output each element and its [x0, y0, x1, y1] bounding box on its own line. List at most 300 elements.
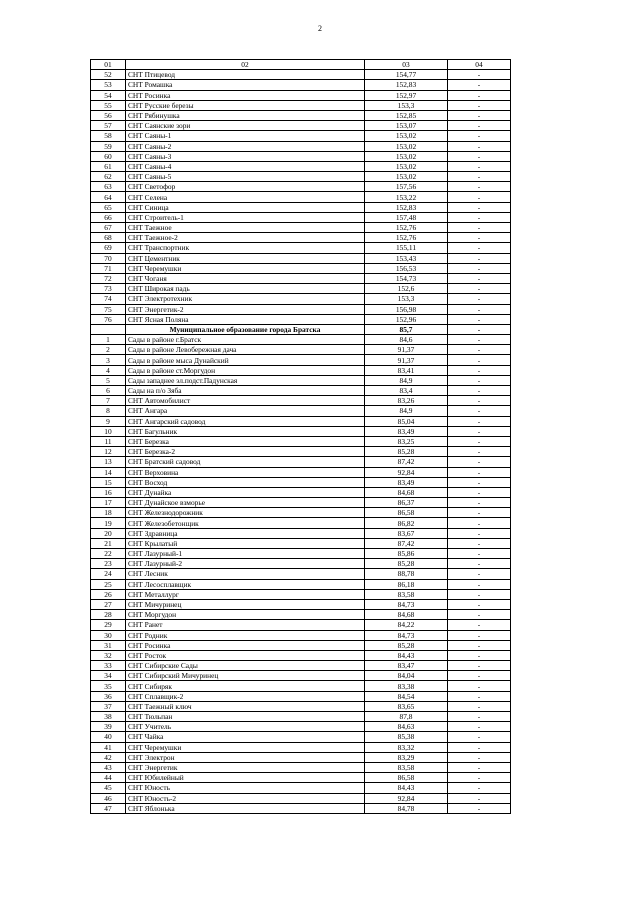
value-cell: 152,6 — [365, 284, 448, 294]
value-cell: 83,4 — [365, 386, 448, 396]
note-cell: - — [448, 742, 511, 752]
value-cell: 153,02 — [365, 161, 448, 171]
note-cell: - — [448, 80, 511, 90]
note-cell: - — [448, 426, 511, 436]
row-number-cell: 64 — [91, 192, 126, 202]
site-name-cell: СНТ Мичуринец — [126, 599, 365, 609]
note-cell: - — [448, 436, 511, 446]
value-cell: 152,83 — [365, 80, 448, 90]
table-row — [91, 223, 511, 233]
row-number-cell: 8 — [91, 406, 126, 416]
note-cell: - — [448, 202, 511, 212]
table-row — [91, 161, 511, 171]
value-cell: 91,37 — [365, 345, 448, 355]
value-cell: 92,84 — [365, 793, 448, 803]
value-cell: 152,85 — [365, 110, 448, 120]
site-name-cell: СНТ Юность — [126, 783, 365, 793]
value-cell: 86,58 — [365, 773, 448, 783]
value-cell: 84,63 — [365, 722, 448, 732]
site-name-cell: СНТ Родник — [126, 630, 365, 640]
value-cell: 153,02 — [365, 141, 448, 151]
note-cell: - — [448, 549, 511, 559]
value-cell: 85,04 — [365, 416, 448, 426]
table-row — [91, 620, 511, 630]
column-header: 01 — [91, 60, 126, 70]
row-number-cell: 22 — [91, 549, 126, 559]
table-row — [91, 416, 511, 426]
value-cell: 83,65 — [365, 701, 448, 711]
value-cell: 84,78 — [365, 803, 448, 813]
note-cell: - — [448, 762, 511, 772]
table-row — [91, 80, 511, 90]
note-cell: - — [448, 650, 511, 660]
site-name-cell: СНТ Росинка — [126, 90, 365, 100]
site-name-cell: СНТ Дунайка — [126, 487, 365, 497]
value-cell: 83,29 — [365, 752, 448, 762]
table-row — [91, 498, 511, 508]
row-number-cell: 9 — [91, 416, 126, 426]
value-cell: 84,04 — [365, 671, 448, 681]
row-number-cell: 75 — [91, 304, 126, 314]
table-row — [91, 518, 511, 528]
row-number-cell: 34 — [91, 671, 126, 681]
site-name-cell: СНТ Ангара — [126, 406, 365, 416]
table-row — [91, 528, 511, 538]
table-row — [91, 650, 511, 660]
table-row — [91, 284, 511, 294]
row-number-cell: 72 — [91, 273, 126, 283]
row-number-cell: 31 — [91, 640, 126, 650]
row-number-cell: 39 — [91, 722, 126, 732]
site-name-cell: СНТ Селена — [126, 192, 365, 202]
row-number-cell: 42 — [91, 752, 126, 762]
row-number-cell: 41 — [91, 742, 126, 752]
value-cell: 153,07 — [365, 121, 448, 131]
note-cell: - — [448, 569, 511, 579]
row-number-cell: 11 — [91, 436, 126, 446]
table-row — [91, 722, 511, 732]
value-cell: 86,58 — [365, 508, 448, 518]
note-cell: - — [448, 121, 511, 131]
value-cell: 85,28 — [365, 640, 448, 650]
site-name-cell: СНТ Широкая падь — [126, 284, 365, 294]
note-cell: - — [448, 477, 511, 487]
site-name-cell: СНТ Учитель — [126, 722, 365, 732]
table-row — [91, 630, 511, 640]
site-name-cell: Сады в районе мыса Дунайский — [126, 355, 365, 365]
value-cell: 153,3 — [365, 100, 448, 110]
value-cell: 152,97 — [365, 90, 448, 100]
value-cell: 153,3 — [365, 294, 448, 304]
row-number-cell: 71 — [91, 263, 126, 273]
site-name-cell: СНТ Черемушки — [126, 742, 365, 752]
note-cell: - — [448, 630, 511, 640]
table-row — [91, 803, 511, 813]
value-cell: 152,96 — [365, 314, 448, 324]
row-number-cell: 46 — [91, 793, 126, 803]
note-cell: - — [448, 406, 511, 416]
table-row — [91, 202, 511, 212]
value-cell: 152,76 — [365, 233, 448, 243]
site-name-cell: СНТ Березка — [126, 436, 365, 446]
table-row — [91, 701, 511, 711]
site-name-cell: СНТ Черемушки — [126, 263, 365, 273]
site-name-cell: СНТ Цементник — [126, 253, 365, 263]
row-number-cell: 40 — [91, 732, 126, 742]
row-number-cell: 59 — [91, 141, 126, 151]
site-name-cell: СНТ Багульник — [126, 426, 365, 436]
value-cell: 156,53 — [365, 263, 448, 273]
table-row — [91, 90, 511, 100]
note-cell: - — [448, 90, 511, 100]
table-row — [91, 487, 511, 497]
site-name-cell: СНТ Таежное-2 — [126, 233, 365, 243]
table-row — [91, 742, 511, 752]
table-row — [91, 661, 511, 671]
note-cell: - — [448, 518, 511, 528]
table-row — [91, 640, 511, 650]
site-name-cell: СНТ Крылатый — [126, 538, 365, 548]
row-number-cell: 76 — [91, 314, 126, 324]
site-name-cell: СНТ Энергетик-2 — [126, 304, 365, 314]
row-number-cell: 17 — [91, 498, 126, 508]
note-cell: - — [448, 681, 511, 691]
row-number-cell: 29 — [91, 620, 126, 630]
note-cell: - — [448, 294, 511, 304]
row-number-cell: 61 — [91, 161, 126, 171]
row-number-cell: 12 — [91, 447, 126, 457]
value-cell: 84,9 — [365, 375, 448, 385]
site-name-cell: СНТ Здравница — [126, 528, 365, 538]
note-cell: - — [448, 70, 511, 80]
table-row — [91, 681, 511, 691]
value-cell: 153,22 — [365, 192, 448, 202]
row-number-cell: 57 — [91, 121, 126, 131]
site-name-cell: СНТ Лесник — [126, 569, 365, 579]
site-name-cell: СНТ Лазурный-1 — [126, 549, 365, 559]
row-number-cell: 44 — [91, 773, 126, 783]
value-cell: 84,73 — [365, 630, 448, 640]
data-table — [90, 59, 511, 814]
site-name-cell: СНТ Птицевод — [126, 70, 365, 80]
row-number-cell: 43 — [91, 762, 126, 772]
row-number-cell: 1 — [91, 335, 126, 345]
table-row — [91, 579, 511, 589]
note-cell: - — [448, 365, 511, 375]
row-number-cell: 74 — [91, 294, 126, 304]
row-number-cell: 5 — [91, 375, 126, 385]
table-row — [91, 549, 511, 559]
row-number-cell: 45 — [91, 783, 126, 793]
table-row — [91, 131, 511, 141]
site-name-cell: Сады в районе г.Братск — [126, 335, 365, 345]
table-row — [91, 182, 511, 192]
value-cell: 84,54 — [365, 691, 448, 701]
table-row — [91, 477, 511, 487]
table-row — [91, 589, 511, 599]
value-cell: 85,7 — [365, 324, 448, 334]
note-cell: - — [448, 212, 511, 222]
row-number-cell: 26 — [91, 589, 126, 599]
row-number-cell: 6 — [91, 386, 126, 396]
row-number-cell: 55 — [91, 100, 126, 110]
value-cell: 154,77 — [365, 70, 448, 80]
note-cell: - — [448, 752, 511, 762]
table-row — [91, 365, 511, 375]
value-cell: 153,02 — [365, 172, 448, 182]
value-cell: 153,43 — [365, 253, 448, 263]
row-number-cell: 30 — [91, 630, 126, 640]
table-row — [91, 396, 511, 406]
row-number-cell: 10 — [91, 426, 126, 436]
table-row — [91, 436, 511, 446]
site-name-cell: СНТ Железнодорожник — [126, 508, 365, 518]
row-number-cell: 36 — [91, 691, 126, 701]
site-name-cell: СНТ Лесосплавщик — [126, 579, 365, 589]
value-cell: 153,02 — [365, 151, 448, 161]
value-cell: 85,28 — [365, 559, 448, 569]
value-cell: 92,84 — [365, 467, 448, 477]
row-number-cell: 65 — [91, 202, 126, 212]
value-cell: 84,43 — [365, 783, 448, 793]
note-cell: - — [448, 304, 511, 314]
site-name-cell: Сады в районе ст.Моргудон — [126, 365, 365, 375]
value-cell: 152,76 — [365, 223, 448, 233]
value-cell: 84,68 — [365, 487, 448, 497]
site-name-cell: СНТ Лазурный-2 — [126, 559, 365, 569]
row-number-cell: 23 — [91, 559, 126, 569]
site-name-cell: СНТ Саяны-5 — [126, 172, 365, 182]
table-row — [91, 599, 511, 609]
note-cell: - — [448, 110, 511, 120]
note-cell: - — [448, 284, 511, 294]
site-name-cell: СНТ Сплавщик-2 — [126, 691, 365, 701]
row-number-cell: 47 — [91, 803, 126, 813]
site-name-cell: СНТ Росинка — [126, 640, 365, 650]
row-number-cell: 2 — [91, 345, 126, 355]
value-cell: 157,48 — [365, 212, 448, 222]
value-cell: 83,32 — [365, 742, 448, 752]
site-name-cell: СНТ Чайка — [126, 732, 365, 742]
table-row — [91, 773, 511, 783]
value-cell: 155,11 — [365, 243, 448, 253]
note-cell: - — [448, 273, 511, 283]
site-name-cell: СНТ Юность-2 — [126, 793, 365, 803]
table-row — [91, 426, 511, 436]
row-number-cell: 7 — [91, 396, 126, 406]
note-cell: - — [448, 355, 511, 365]
row-number-cell: 15 — [91, 477, 126, 487]
note-cell: - — [448, 559, 511, 569]
row-number-cell: 18 — [91, 508, 126, 518]
note-cell: - — [448, 192, 511, 202]
value-cell: 152,83 — [365, 202, 448, 212]
value-cell: 86,37 — [365, 498, 448, 508]
row-number-cell: 21 — [91, 538, 126, 548]
value-cell: 86,18 — [365, 579, 448, 589]
note-cell: - — [448, 793, 511, 803]
value-cell: 85,28 — [365, 447, 448, 457]
table-row — [91, 141, 511, 151]
row-number-cell: 24 — [91, 569, 126, 579]
row-number-cell: 62 — [91, 172, 126, 182]
note-cell: - — [448, 712, 511, 722]
table-row — [91, 457, 511, 467]
site-name-cell: СНТ Саяны-4 — [126, 161, 365, 171]
value-cell: 84,43 — [365, 650, 448, 660]
value-cell: 87,42 — [365, 538, 448, 548]
row-number-cell: 58 — [91, 131, 126, 141]
note-cell: - — [448, 610, 511, 620]
site-name-cell: СНТ Энергетик — [126, 762, 365, 772]
table-row — [91, 752, 511, 762]
row-number-cell: 56 — [91, 110, 126, 120]
note-cell: - — [448, 375, 511, 385]
row-number-cell: 53 — [91, 80, 126, 90]
site-name-cell: Сады на п/о Зяба — [126, 386, 365, 396]
value-cell: 83,58 — [365, 762, 448, 772]
table-row — [91, 559, 511, 569]
value-cell: 83,26 — [365, 396, 448, 406]
site-name-cell: СНТ Верховина — [126, 467, 365, 477]
site-name-cell: СНТ Рябинушка — [126, 110, 365, 120]
site-name-cell: СНТ Русские березы — [126, 100, 365, 110]
value-cell: 154,73 — [365, 273, 448, 283]
row-number-cell — [91, 324, 126, 334]
value-cell: 83,49 — [365, 426, 448, 436]
value-cell: 156,98 — [365, 304, 448, 314]
site-name-cell: СНТ Металлург — [126, 589, 365, 599]
note-cell: - — [448, 487, 511, 497]
row-number-cell: 3 — [91, 355, 126, 365]
note-cell: - — [448, 498, 511, 508]
value-cell: 83,58 — [365, 589, 448, 599]
site-name-cell: СНТ Транспортник — [126, 243, 365, 253]
site-name-cell: СНТ Таежное — [126, 223, 365, 233]
site-name-cell: СНТ Дунайское взморье — [126, 498, 365, 508]
note-cell: - — [448, 324, 511, 334]
note-cell: - — [448, 100, 511, 110]
note-cell: - — [448, 691, 511, 701]
row-number-cell: 13 — [91, 457, 126, 467]
table-row — [91, 406, 511, 416]
row-number-cell: 60 — [91, 151, 126, 161]
note-cell: - — [448, 467, 511, 477]
note-cell: - — [448, 141, 511, 151]
note-cell: - — [448, 151, 511, 161]
section-row — [91, 324, 511, 334]
row-number-cell: 14 — [91, 467, 126, 477]
site-name-cell: СНТ Электротехник — [126, 294, 365, 304]
site-name-cell: СНТ Саяны-2 — [126, 141, 365, 151]
table-body — [91, 60, 511, 814]
row-number-cell: 25 — [91, 579, 126, 589]
row-number-cell: 69 — [91, 243, 126, 253]
page-number: 2 — [318, 24, 322, 33]
table-row — [91, 538, 511, 548]
row-number-cell: 63 — [91, 182, 126, 192]
table-row — [91, 263, 511, 273]
site-name-cell: СНТ Моргудон — [126, 610, 365, 620]
table-row — [91, 243, 511, 253]
site-name-cell: СНТ Саяны-1 — [126, 131, 365, 141]
site-name-cell: СНТ Сибирский Мичуринец — [126, 671, 365, 681]
row-number-cell: 27 — [91, 599, 126, 609]
note-cell: - — [448, 263, 511, 273]
value-cell: 84,73 — [365, 599, 448, 609]
row-number-cell: 16 — [91, 487, 126, 497]
note-cell: - — [448, 314, 511, 324]
site-name-cell: СНТ Электрон — [126, 752, 365, 762]
value-cell: 83,47 — [365, 661, 448, 671]
site-name-cell: СНТ Березка-2 — [126, 447, 365, 457]
row-number-cell: 73 — [91, 284, 126, 294]
note-cell: - — [448, 253, 511, 263]
site-name-cell: СНТ Тюльпан — [126, 712, 365, 722]
note-cell: - — [448, 447, 511, 457]
row-number-cell: 68 — [91, 233, 126, 243]
value-cell: 84,22 — [365, 620, 448, 630]
row-number-cell: 33 — [91, 661, 126, 671]
note-cell: - — [448, 335, 511, 345]
table-row — [91, 212, 511, 222]
table-row — [91, 110, 511, 120]
site-name-cell: СНТ Строитель-1 — [126, 212, 365, 222]
table-row — [91, 100, 511, 110]
header-row — [91, 60, 511, 70]
note-cell: - — [448, 538, 511, 548]
table-row — [91, 70, 511, 80]
value-cell: 83,67 — [365, 528, 448, 538]
value-cell: 157,56 — [365, 182, 448, 192]
value-cell: 83,38 — [365, 681, 448, 691]
note-cell: - — [448, 722, 511, 732]
site-name-cell: СНТ Светофор — [126, 182, 365, 192]
table-row — [91, 569, 511, 579]
row-number-cell: 35 — [91, 681, 126, 691]
row-number-cell: 52 — [91, 70, 126, 80]
table-row — [91, 172, 511, 182]
note-cell: - — [448, 589, 511, 599]
value-cell: 87,42 — [365, 457, 448, 467]
table-row — [91, 121, 511, 131]
row-number-cell: 70 — [91, 253, 126, 263]
site-name-cell: СНТ Чоганя — [126, 273, 365, 283]
value-cell: 83,41 — [365, 365, 448, 375]
table-row — [91, 610, 511, 620]
table-row — [91, 233, 511, 243]
row-number-cell: 19 — [91, 518, 126, 528]
note-cell: - — [448, 528, 511, 538]
table-row — [91, 508, 511, 518]
site-name-cell: СНТ Автомобилист — [126, 396, 365, 406]
value-cell: 84,9 — [365, 406, 448, 416]
site-name-cell: СНТ Железобетонщик — [126, 518, 365, 528]
note-cell: - — [448, 732, 511, 742]
site-name-cell: СНТ Синица — [126, 202, 365, 212]
value-cell: 91,37 — [365, 355, 448, 365]
site-name-cell: СНТ Саяны-3 — [126, 151, 365, 161]
table-row — [91, 314, 511, 324]
table-row — [91, 671, 511, 681]
note-cell: - — [448, 243, 511, 253]
site-name-cell: СНТ Сибиряк — [126, 681, 365, 691]
row-number-cell: 67 — [91, 223, 126, 233]
value-cell: 87,8 — [365, 712, 448, 722]
table-row — [91, 355, 511, 365]
site-name-cell: СНТ Яблонька — [126, 803, 365, 813]
note-cell: - — [448, 233, 511, 243]
